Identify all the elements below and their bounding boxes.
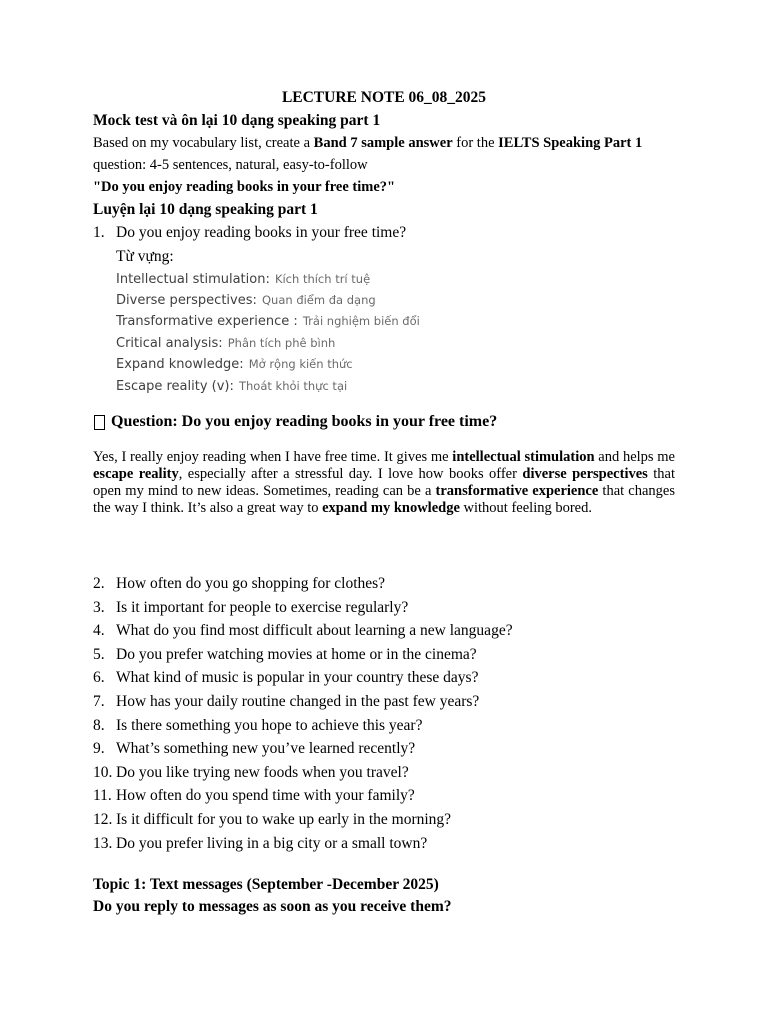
intro-bold-band: Band 7 sample answer: [313, 135, 453, 151]
list-text: What kind of music is popular in your country these days?: [116, 669, 479, 687]
list-text: How has your daily routine changed in the past few years?: [116, 693, 480, 710]
question-heading: [93, 411, 675, 433]
list-text: What do you find most difficult about learning a new language?: [116, 622, 513, 640]
vocabulary-list: [116, 268, 675, 396]
vocab-meaning: Kích thích trí tuệ: [274, 271, 371, 286]
vocab-meaning: Mở rộng kiến thức: [248, 357, 353, 372]
answer-text: without feeling bored.: [459, 500, 592, 517]
list-text: What’s something new you’ve learned recently?: [116, 740, 416, 758]
list-number: 10.: [93, 763, 113, 781]
list-text: How often do you spend time with your family?: [116, 787, 415, 805]
intro-text-2: for the: [452, 135, 499, 151]
answer-text: Yes, I really enjoy reading when I have free time. It gives me: [93, 449, 453, 466]
list-item: [93, 761, 675, 785]
vocab-term: Expand knowledge:: [116, 357, 244, 373]
list-text: How often do you go shopping for clothes?: [116, 575, 386, 593]
question-heading-text: Question: Do you enjoy reading books in your free time?: [111, 413, 498, 431]
list-item: [93, 808, 675, 832]
vocab-meaning: Quan điểm đa dạng: [261, 293, 376, 307]
section-heading-practice: Luyện lại 10 dạng speaking part 1: [93, 201, 318, 218]
list-text: Is it difficult for you to wake up early in the morning?: [116, 810, 452, 828]
page-title: LECTURE NOTE 06_08_2025: [281, 89, 487, 106]
topic-heading: Topic 1: Text messages (September -December 2025): [93, 876, 439, 894]
list-number: 9.: [93, 740, 105, 758]
section-heading-mock-test: Mock test và ôn lại 10 dạng speaking part 1: [93, 112, 381, 129]
vocab-item: [116, 268, 675, 289]
intro-bold-ielts: IELTS Speaking Part 1: [498, 135, 643, 151]
list-number: 4.: [93, 622, 105, 640]
list-item: [93, 619, 675, 643]
list-number: 1.: [93, 224, 105, 241]
answer-text: that changes the way I think. It’s also a great way to: [93, 483, 675, 517]
answer-text: that open my mind to new ideas. Sometimes, reading can be a: [93, 466, 675, 500]
answer-bold-term: intellectual stimulation: [452, 449, 595, 466]
vocab-term: Critical analysis:: [116, 335, 223, 351]
list-item: [93, 714, 675, 738]
list-item: [93, 666, 675, 690]
vocab-item: [116, 375, 675, 396]
list-number: 2.: [93, 575, 105, 593]
list-item: [93, 690, 675, 714]
missing-glyph-icon: [94, 415, 105, 430]
list-text: Do you prefer watching movies at home or in the cinema?: [116, 645, 477, 663]
vocab-meaning: Trải nghiệm biến đổi: [302, 314, 420, 329]
vocabulary-heading: Từ vựng:: [116, 247, 174, 265]
list-text: Is there something you hope to achieve this year?: [116, 716, 423, 734]
vocab-item: [116, 332, 675, 353]
quoted-question: "Do you enjoy reading books in your free time?": [93, 179, 396, 195]
list-text: Is it important for people to exercise regularly?: [116, 598, 409, 616]
list-item: [93, 596, 675, 620]
vocab-term: Transformative experience :: [116, 314, 298, 330]
answer-text: and helps me: [594, 449, 675, 466]
list-text: Do you like trying new foods when you travel?: [116, 763, 409, 781]
list-number: 13.: [93, 834, 113, 852]
list-item: [93, 221, 675, 245]
answer-bold-term: expand my knowledge: [322, 500, 460, 517]
list-item: [93, 832, 675, 856]
vocab-item: [116, 353, 675, 374]
list-number: 5.: [93, 645, 105, 663]
vocab-meaning: Thoát khỏi thực tại: [238, 378, 348, 393]
list-item: [93, 572, 675, 596]
intro-paragraph: [93, 132, 675, 176]
vocab-term: Escape reality (v):: [116, 378, 234, 394]
intro-text-3: question: 4-5 sentences, natural, easy-to-follow: [93, 157, 368, 173]
list-number: 3.: [93, 598, 105, 616]
answer-bold-term: diverse perspectives: [522, 466, 648, 483]
list-item: [93, 643, 675, 667]
answer-text: , especially after a stressful day. I love how books offer: [178, 466, 523, 483]
list-number: 8.: [93, 716, 105, 734]
list-text: Do you prefer living in a big city or a small town?: [116, 834, 428, 852]
intro-text-1: Based on my vocabulary list, create a: [93, 135, 314, 151]
document-page: [93, 88, 675, 923]
list-number: 11.: [93, 787, 112, 805]
vocabulary-block: [93, 246, 675, 396]
vocab-term: Diverse perspectives:: [116, 293, 257, 308]
list-text: Do you enjoy reading books in your free time?: [116, 224, 407, 241]
sample-answer-paragraph: [93, 449, 675, 517]
list-number: 12.: [93, 810, 113, 828]
vocab-item: [116, 289, 675, 310]
list-item: [93, 784, 675, 808]
question-list: [93, 572, 675, 855]
list-number: 7.: [93, 693, 105, 710]
vocab-term: Intellectual stimulation:: [116, 271, 270, 287]
topic-question: Do you reply to messages as soon as you receive them?: [93, 898, 452, 916]
answer-bold-term: escape reality: [93, 466, 179, 483]
vocab-item: [116, 310, 675, 331]
list-item: [93, 737, 675, 761]
answer-bold-term: transformative experience: [435, 483, 599, 500]
list-number: 6.: [93, 669, 105, 687]
vocab-meaning: Phân tích phê bình: [227, 335, 336, 350]
